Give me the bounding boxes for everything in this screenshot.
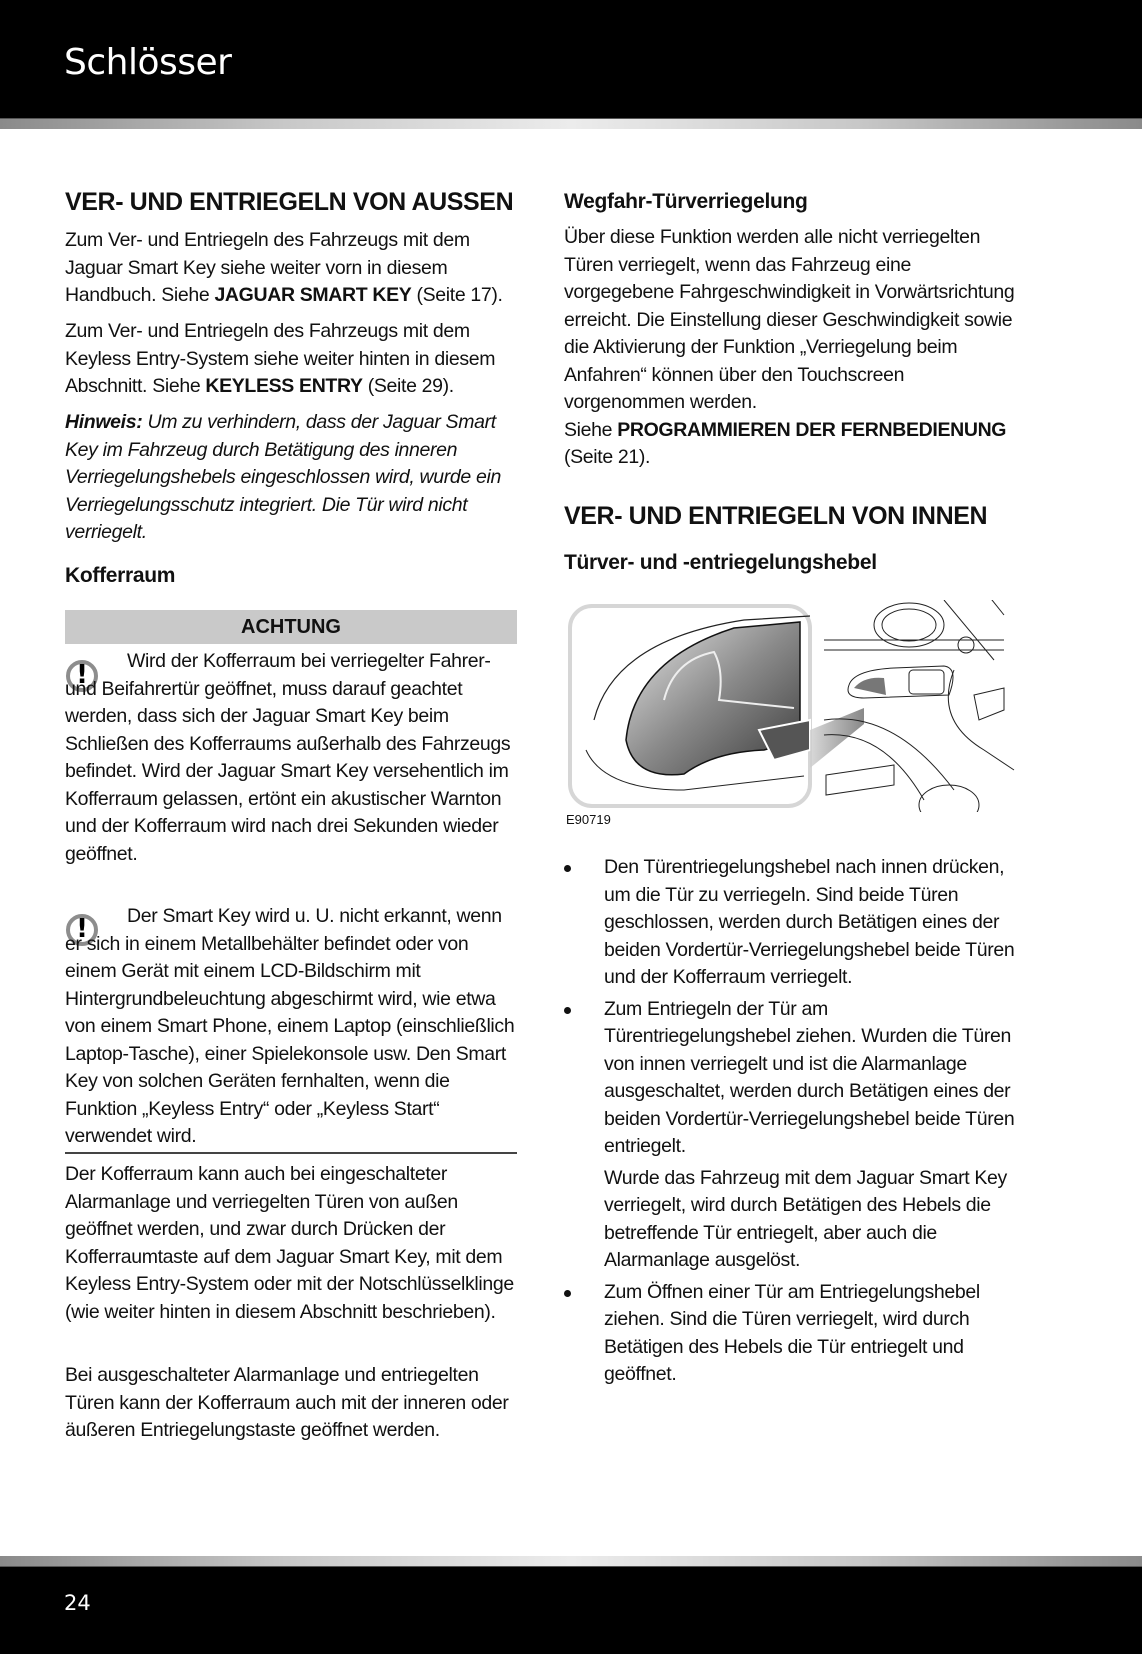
door-lever-illustration (564, 600, 1016, 840)
bullet-icon (564, 1290, 571, 1297)
warning-end-rule (65, 1152, 517, 1154)
list-item: Zum Öffnen einer Tür am Entriegelungshebel ziehen. Sind die Türen verriegelt, wird durch Betätigen des Hebels die Tür entriegelt und geöffnet. (564, 1279, 1016, 1389)
paragraph-smart-key-ref: Zum Ver- und Entriegeln des Fahrzeugs mit dem Jaguar Smart Key siehe weiter vorn in diesem Handbuch. Siehe JAGUAR SMART KEY (Seite 17). (65, 229, 503, 306)
paragraph-kofferraum-disarmed: Bei ausgeschalteter Alarmanlage und entriegelten Türen kann der Kofferraum auch mit der inneren oder äußeren Entriegelungstaste geöffnet werden. (65, 1364, 509, 1441)
list-item: Zum Entriegeln der Tür am Türentriegelungshebel ziehen. Wurden die Türen von innen verriegelt und ist die Alarmanlage ausgeschaltet, werden durch Betätigen eines der beiden Vordertür-Verriegelungshebel beide Türen entriegelt. Wurde das Fahrzeug mit dem Jaguar Smart Key verriegelt, wird durch Betätigen des Hebels die betreffende Tür entriegelt, aber auch die Alarmanlage ausgelöst. (564, 996, 1016, 1275)
link-keyless-entry[interactable]: KEYLESS ENTRY (205, 375, 363, 397)
door-lever-drawing (564, 600, 1016, 812)
link-programmieren-fernbedienung[interactable]: PROGRAMMIEREN DER FERNBEDIENUNG (617, 418, 1007, 441)
page-number: 24 (64, 1591, 91, 1615)
paragraph-kofferraum-alarm: Der Kofferraum kann auch bei eingeschalteter Alarmanlage und verriegelten Türen von außen geöffnet werden, und zwar durch Drücken der Kofferraumtaste auf dem Jaguar Smart Key, mit dem Keyless Entry-System oder mit der Notschlüsselklinge (wie weiter hinten in diesem Abschnitt beschrieben). (65, 1163, 514, 1323)
subsection-title-hebel: Türver- und -entriegelungshebel (564, 551, 877, 574)
bullet-icon (564, 1007, 571, 1014)
note-label: Hinweis: (65, 411, 143, 433)
bullet-icon (564, 865, 571, 872)
link-jaguar-smart-key[interactable]: JAGUAR SMART KEY (214, 284, 412, 306)
warning-text-2: Der Smart Key wird u. U. nicht erkannt, wenn er sich in einem Metallbehälter befindet oder von einem Gerät mit einem LCD-Bildschirm mit Hintergrundbeleuchtung abgeschirmt wird, wie etwa von einem Smart Phone, einem Laptop (einschließlich Laptop-Tasche), einer Spielekonsole usw. Den Smart Key von solchen Geräten fernhalten, wenn die Funktion „Keyless Entry“ oder „Keyless Start“ verwendet wird. (65, 905, 515, 1147)
list-item: Den Türentriegelungshebel nach innen drücken, um die Tür zu verriegeln. Sind beide Türen geschlossen, werden durch Betätigen eines der beiden Vordertür-Verriegelungshebel beide Türen und der Kofferraum verriegelt. (564, 854, 1016, 992)
subsection-title-kofferraum: Kofferraum (65, 564, 176, 587)
warning-text-1: Wird der Kofferraum bei verriegelter Fahrer- und Beifahrertür geöffnet, muss darauf geachtet werden, dass sich der Jaguar Smart Key beim Schließen des Kofferraums außerhalb des Fahrzeugs befindet. Wird der Jaguar Smart Key versehentlich im Kofferraum gelassen, ertönt ein akustischer Warnton und der Kofferraum wird nach drei Sekunden wieder geöffnet. (65, 650, 511, 865)
paragraph-keyless-ref: Zum Ver- und Entriegeln des Fahrzeugs mit dem Keyless Entry-System siehe weiter hinten in diesem Abschnitt. Siehe KEYLESS ENTRY (Seite 29). (65, 320, 496, 397)
warning-header: ACHTUNG (65, 610, 517, 644)
footer-divider (0, 1556, 1142, 1567)
figure-label: E90719 (566, 812, 611, 827)
paragraph-wegfahr: Über diese Funktion werden alle nicht verriegelten Türen verriegelt, wenn das Fahrzeug eine vorgegebene Fahrgeschwindigkeit in Vorwärtsrichtung erreicht. Die Einstellung dieser Geschwindigkeit sowie die Aktivierung der Funktion „Verriegelung beim Anfahren“ können über den Touchscreen vorgenommen werden. Siehe PROGRAMMIEREN DER FERNBEDIENUNG (Seite 21). (564, 226, 1015, 468)
chapter-title: Schlösser (64, 42, 232, 83)
page-footer (0, 1567, 1142, 1654)
subsection-title-wegfahr: Wegfahr-Türverriegelung (564, 190, 808, 213)
note-hinweis: Hinweis: Um zu verhindern, dass der Jaguar Smart Key im Fahrzeug durch Betätigung des inneren Verriegelungshebels eingeschlossen wird, wurde ein Verriegelungsschutz integriert. Die Tür wird nicht verriegelt. (65, 411, 501, 543)
header-divider (0, 118, 1142, 129)
page-header (0, 0, 1142, 118)
section-title-innen: VER- UND ENTRIEGELN VON INNEN (564, 502, 988, 530)
section-title-aussen: VER- UND ENTRIEGELN VON AUSSEN (65, 188, 514, 216)
instruction-list (564, 854, 1016, 1389)
list-item-followup: Wurde das Fahrzeug mit dem Jaguar Smart Key verriegelt, wird durch Betätigen des Hebels die betreffende Tür entriegelt, aber auch die Alarmanlage ausgelöst. (604, 1166, 1007, 1271)
